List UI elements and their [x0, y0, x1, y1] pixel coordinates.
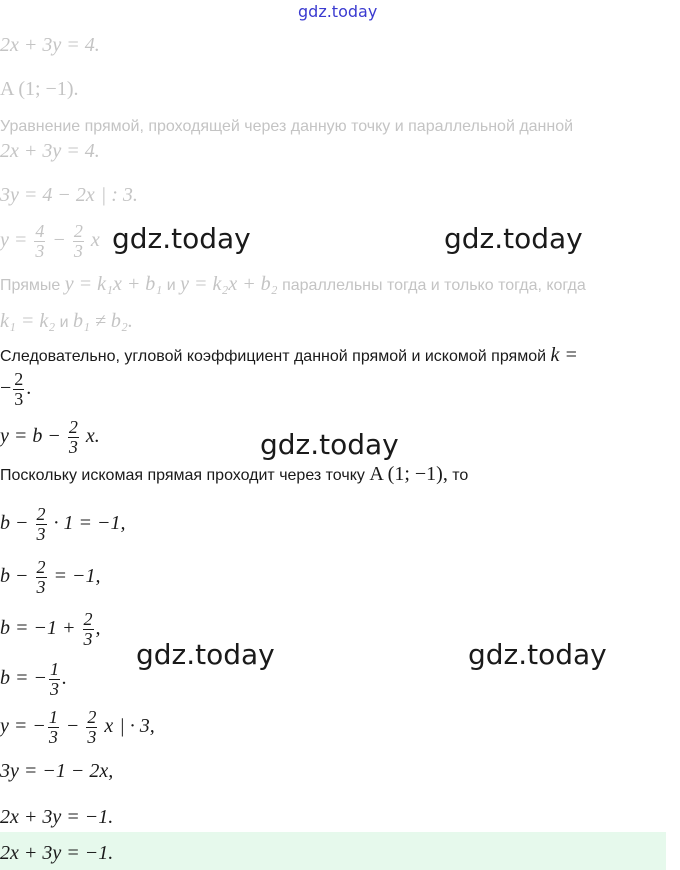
watermark: gdz.today: [444, 222, 583, 255]
faded-equation: 2x + 3y = 4.: [0, 140, 100, 162]
faded-parallel-rule: Прямые y = k₁x + b₁ и y = k₂x + b₂ параллельны тогда и только тогда, когда: [0, 273, 586, 295]
watermark: gdz.today: [112, 222, 251, 255]
watermark: gdz.today: [260, 428, 399, 461]
step-5: y = − $\frac{1}{3}$ − $\frac{2}{3}$ x | · 3,: [0, 707, 155, 747]
watermark-top: gdz.today: [298, 2, 378, 21]
step-3: b = −1 + $\frac{2}{3}$ ,: [0, 609, 101, 649]
slope-statement: Следовательно, угловой коэффициент данной прямой и искомой прямой k =: [0, 344, 578, 366]
faded-point: A (1; −1).: [0, 78, 79, 100]
slope-value: − $\frac{2}{3}$ .: [0, 369, 32, 409]
watermark: gdz.today: [468, 638, 607, 671]
faded-parallel-condition: k₁ = k₂ и b₁ ≠ b₂.: [0, 310, 133, 332]
line-equation-b: y = b − $\frac{2}{3}$ x.: [0, 417, 100, 457]
faded-equation: 2x + 3y = 4.: [0, 34, 100, 56]
faded-equation: 3y = 4 − 2x | : 3.: [0, 184, 138, 206]
step-6: 3y = −1 − 2x,: [0, 760, 114, 782]
through-point-statement: Поскольку искомая прямая проходит через точку A (1; −1), то: [0, 463, 469, 485]
step-4: b = − $\frac{1}{3}$ .: [0, 659, 67, 699]
step-2: b − $\frac{2}{3}$ = −1,: [0, 557, 101, 597]
step-7: 2x + 3y = −1.: [0, 806, 114, 828]
faded-heading: Уравнение прямой, проходящей через данную точку и параллельной данной: [0, 118, 574, 135]
answer: 2x + 3y = −1.: [0, 842, 114, 864]
step-1: b − $\frac{2}{3}$ · 1 = −1,: [0, 504, 126, 544]
watermark: gdz.today: [136, 638, 275, 671]
faded-equation-fraction: y = $\frac{4}{3}$ − $\frac{2}{3}$ x: [0, 221, 100, 261]
